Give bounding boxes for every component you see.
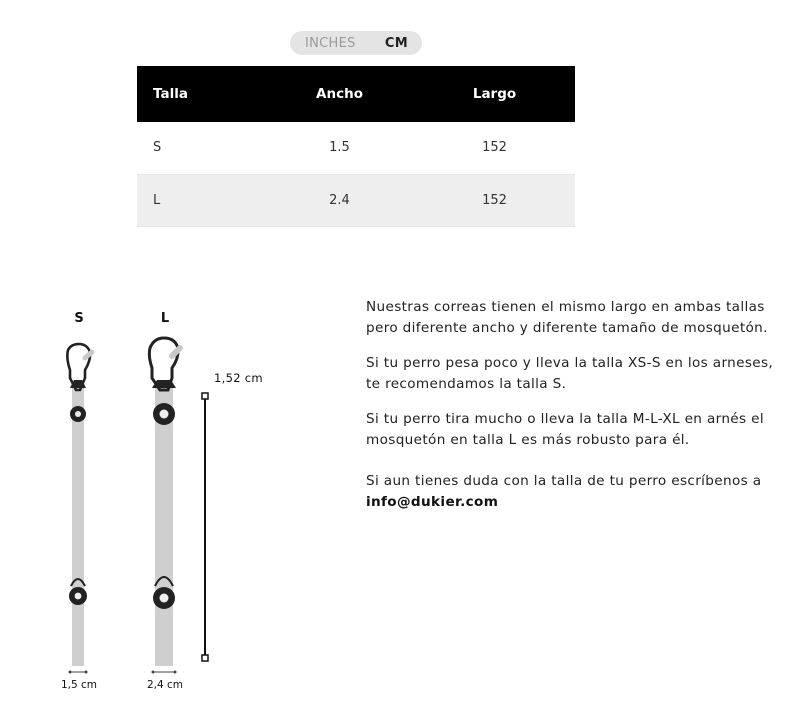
length-label: 1,52 cm	[214, 371, 263, 385]
cell-largo: 152	[482, 140, 507, 156]
leash-s	[67, 344, 92, 674]
leash-l	[149, 338, 180, 674]
contact-email-link[interactable]: info@dukier.com	[366, 494, 499, 510]
info-paragraph-3: Si tu perro tira mucho o lleva la talla M-L-XL en arnés el mosquetón en talla L es más robusto para él.	[366, 411, 764, 448]
header-talla: Talla	[153, 86, 188, 102]
info-paragraph-1: Nuestras correas tienen el mismo largo en ambas tallas pero diferente ancho y diferente tamaño de mosquetón.	[366, 299, 768, 336]
info-paragraph-4	[366, 471, 786, 513]
length-marker	[202, 393, 208, 661]
header-largo: Largo	[472, 86, 517, 102]
width-label-l: 2,4 cm	[146, 679, 184, 691]
table-header-row	[137, 66, 575, 122]
size-info-text	[366, 297, 786, 527]
cell-ancho: 2.4	[329, 192, 350, 208]
info-paragraph-2: Si tu perro pesa poco y lleva la talla XS-S en los arneses, te recomendamos la talla S.	[366, 355, 774, 392]
carabiner-l-icon	[149, 338, 180, 390]
label-s: S	[74, 311, 84, 326]
width-label-s: 1,5 cm	[60, 679, 98, 691]
contact-prefix: Si aun tienes duda con la talla de tu perro escríbenos a	[366, 473, 762, 489]
unit-toggle[interactable]	[290, 31, 422, 55]
size-table	[137, 66, 575, 227]
unit-option-inches[interactable]: INCHES	[305, 35, 356, 51]
leash-size-diagram	[0, 300, 263, 706]
header-ancho: Ancho	[316, 86, 363, 102]
cell-talla: L	[153, 192, 161, 208]
cell-ancho: 1.5	[329, 140, 350, 156]
table-row	[137, 174, 575, 226]
table-row	[137, 122, 575, 174]
strap-s	[72, 388, 84, 666]
strap-l	[155, 388, 173, 666]
cell-largo: 152	[482, 192, 507, 208]
carabiner-s-icon	[67, 344, 92, 390]
label-l: L	[160, 311, 170, 326]
cell-talla: S	[153, 140, 162, 156]
unit-option-cm[interactable]: CM	[384, 35, 408, 51]
